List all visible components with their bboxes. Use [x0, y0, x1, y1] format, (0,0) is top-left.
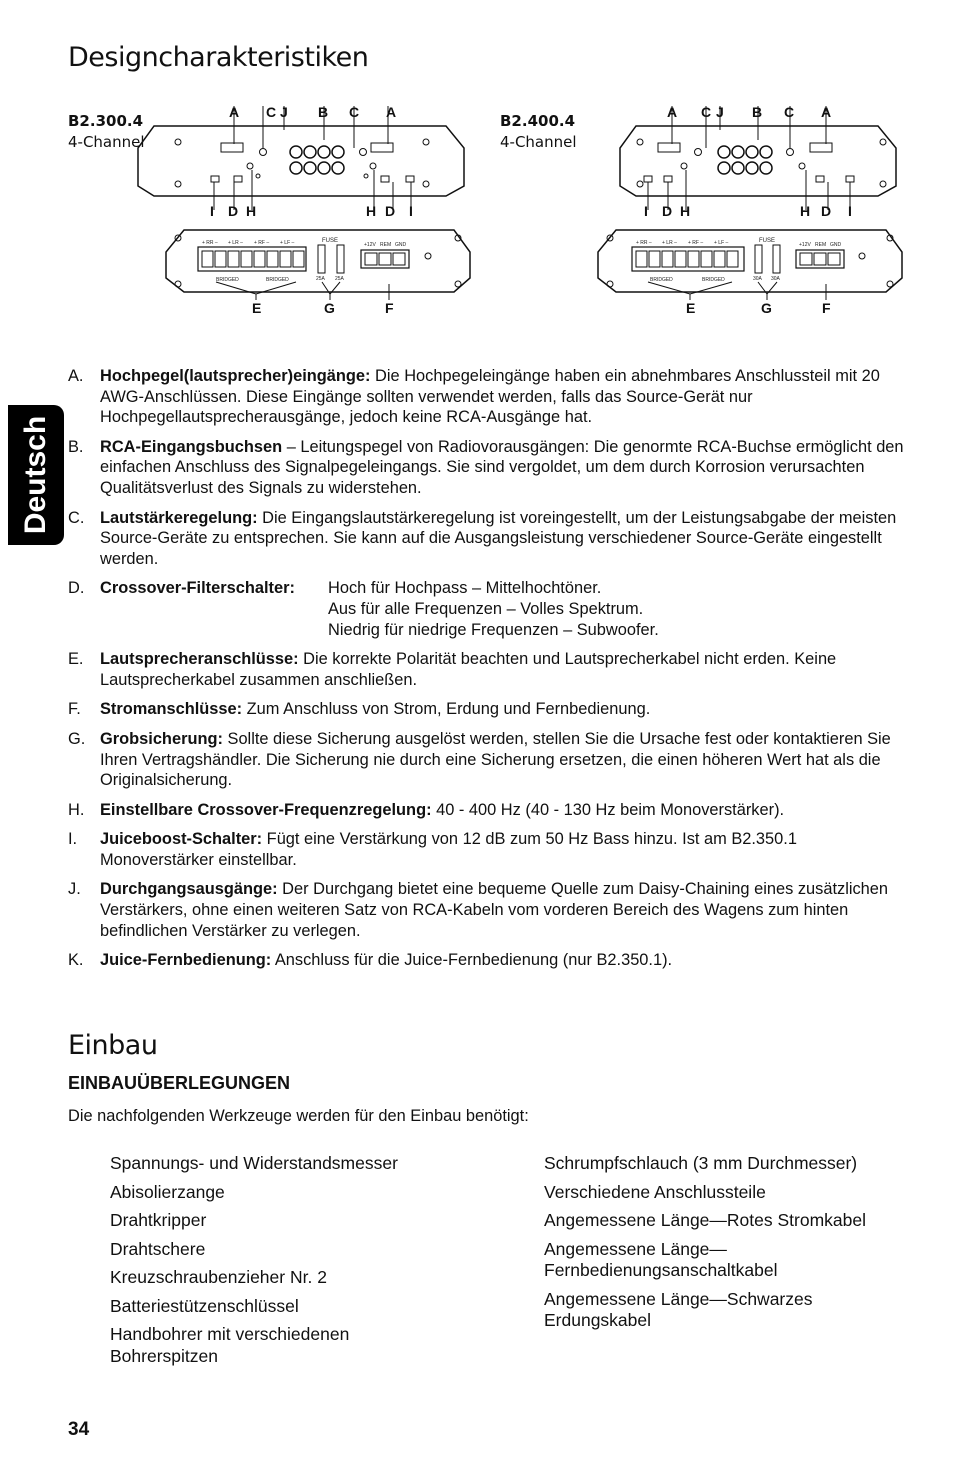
feature-letter: K. — [68, 951, 84, 970]
callout-g: G — [324, 300, 335, 316]
feature-term: Durchgangsausgänge: — [100, 880, 278, 899]
feature-term: Grobsicherung: — [100, 729, 223, 748]
callout-a-2: A — [821, 104, 832, 120]
callout-f: F — [822, 300, 831, 316]
feature-list — [68, 366, 914, 980]
callout-b: B — [318, 104, 329, 120]
callout-b: B — [752, 104, 763, 120]
subheading-installation: EINBAUÜBERLEGUNGEN — [68, 1073, 291, 1093]
callout-g: G — [761, 300, 772, 316]
feature-item-g — [68, 729, 914, 791]
feature-item-b — [68, 437, 914, 499]
speaker-label-rf: + RF – — [254, 240, 270, 246]
filter-line-high: Hoch für Hochpass – Mittelhochtöner. — [328, 579, 602, 598]
bridged-label-1: BRIDGED — [650, 277, 673, 283]
feature-item-d — [68, 578, 914, 640]
fuse-value-1: 25A — [316, 276, 325, 282]
feature-text: Sollte diese Sicherung ausgelöst werden, stellen Sie die Ursache fest oder kontaktieren Sie Ihren Vertragshändler. Die Sicherung nie durch eine Sicherung ersetzen, die einen höheren Wert hat als die Originalsicherung. — [100, 729, 891, 790]
feature-letter: H. — [68, 800, 85, 819]
feature-item-f — [68, 699, 914, 720]
tool-item: Spannungs- und Widerstandsmesser — [110, 1153, 398, 1173]
power-label-12v: +12V — [799, 242, 811, 248]
callout-h: H — [246, 203, 257, 219]
channel-label: 4-Channel — [68, 133, 145, 151]
callout-e: E — [686, 300, 696, 316]
tool-item: Kreuzschraubenzieher Nr. 2 — [110, 1267, 327, 1287]
feature-item-j — [68, 879, 914, 941]
language-tab-label: Deutsch — [19, 415, 52, 535]
feature-item-e — [68, 649, 914, 690]
callout-d: D — [662, 203, 673, 219]
feature-term: Einstellbare Crossover-Frequenzregelung: — [100, 800, 432, 819]
bridged-label-1: BRIDGED — [216, 277, 239, 283]
feature-term: Lautsprecheranschlüsse: — [100, 650, 299, 669]
callout-c-2: C — [349, 104, 360, 120]
callout-f: F — [385, 300, 394, 316]
feature-text: Die Hochpegeleingänge haben ein abnehmbares Anschlussteil mit 20 AWG-Anschlüssen. Diese Eingänge sollten verwendet werden, falls das Source-Gerät nur Hochpegellautsprecherausgänge, jedoch keine RCA-Ausgänge hat. — [100, 367, 880, 427]
model-name: B2.300.4 — [68, 112, 144, 130]
callout-d-2: D — [821, 203, 832, 219]
feature-item-h — [68, 800, 914, 821]
intro-text: Die nachfolgenden Werkzeuge werden für den Einbau benötigt: — [68, 1107, 529, 1125]
feature-item-a — [68, 366, 914, 428]
speaker-label-rr: + RR – — [202, 240, 218, 246]
callout-j: J — [280, 104, 288, 120]
callout-c-2: C — [784, 104, 795, 120]
callout-d: D — [228, 203, 239, 219]
callout-i: I — [210, 203, 214, 219]
feature-term: Stromanschlüsse: — [100, 700, 243, 719]
feature-text: Zum Anschluss von Strom, Erdung und Fernbedienung. — [242, 700, 651, 719]
feature-letter: B. — [68, 437, 84, 456]
tool-item: Angemessene Länge—Schwarzes Erdungskabel — [544, 1288, 813, 1330]
feature-text: Die Eingangslautstärkeregelung ist voreingestellt, um der Leistungsabgabe der meisten Source-Geräte zu entsprechen. Sie kann auf die Ausgangsleistung verschiedener Source-Geräte eingestellt werden. — [100, 508, 897, 568]
callout-h-2: H — [800, 203, 811, 219]
tool-item: Angemessene Länge—Rotes Stromkabel — [544, 1210, 866, 1230]
feature-letter: C. — [68, 508, 85, 527]
fuse-value-1: 30A — [753, 276, 762, 282]
feature-term: RCA-Eingangsbuchsen — [100, 437, 283, 456]
feature-text: Der Durchgang bietet eine bequeme Quelle zum Daisy-Chaining eines zusätzlichen Verstärkers, ohne einen weiteren Satz von RCA-Kabeln vom vorderen Bereich des Wagens zum hinten befindlichen Verstärker zu verlegen. — [100, 880, 889, 940]
amplifier-diagram-b2-300-4 — [66, 100, 496, 320]
feature-letter: A. — [68, 367, 84, 385]
tools-list-right — [544, 1153, 914, 1339]
power-label-gnd: GND — [830, 242, 842, 248]
feature-text: 40 - 400 Hz (40 - 130 Hz beim Monoverstärker). — [431, 800, 785, 819]
callout-a-2: A — [386, 104, 397, 120]
section-title-design: Designcharakteristiken — [68, 42, 369, 73]
feature-letter: I. — [68, 830, 78, 849]
fuse-label: FUSE — [759, 238, 776, 244]
power-label-rem: REM — [380, 242, 392, 248]
feature-letter: E. — [68, 650, 84, 669]
feature-letter: D. — [68, 579, 85, 598]
fuse-label: FUSE — [322, 238, 339, 244]
callout-e: E — [252, 300, 262, 316]
tool-item: Verschiedene Anschlussteile — [544, 1181, 766, 1202]
feature-term: Crossover-Filterschalter: — [100, 579, 295, 598]
tool-item: Schrumpfschlauch (3 mm Durchmesser) — [544, 1153, 858, 1173]
language-tab — [8, 405, 64, 545]
feature-text: Fügt eine Verstärkung von 12 dB zum 50 Hz Bass hinzu. Ist am B2.350.1 Monoverstärker einstellbar. — [100, 830, 797, 869]
channel-label: 4-Channel — [500, 133, 577, 151]
feature-letter: F. — [68, 700, 81, 719]
tools-list-left — [110, 1153, 460, 1374]
speaker-label-lr: + LR – — [228, 240, 243, 246]
tool-item: Handbohrer mit verschiedenen Bohrerspitzen — [110, 1324, 350, 1366]
callout-h: H — [680, 203, 691, 219]
bridged-label-2: BRIDGED — [702, 277, 725, 283]
callout-j: J — [716, 104, 724, 120]
page-number: 34 — [68, 1419, 90, 1440]
fuse-value-2: 30A — [771, 276, 780, 282]
feature-term: Hochpegel(lautsprecher)eingänge: — [100, 367, 371, 385]
fuse-value-2: 25A — [335, 276, 344, 282]
power-label-gnd: GND — [395, 242, 407, 248]
feature-text: Die korrekte Polarität beachten und Lautsprecherkabel nicht erden. Keine Lautsprecherkabel zusammen anschließen. — [100, 650, 837, 689]
bridged-label-2: BRIDGED — [266, 277, 289, 283]
feature-item-c — [68, 508, 914, 570]
feature-term: Juice-Fernbedienung: — [100, 951, 272, 970]
model-name: B2.400.4 — [500, 112, 576, 130]
tool-item: Batteriestützenschlüssel — [110, 1295, 299, 1316]
feature-letter: J. — [68, 880, 81, 899]
amplifier-diagram-b2-400-4 — [498, 100, 928, 320]
tool-item: Angemessene Länge—Fernbedienungsanschaltkabel — [544, 1238, 778, 1280]
feature-text: Anschluss für die Juice-Fernbedienung (nur B2.350.1). — [271, 951, 673, 970]
section-title-einbau: Einbau — [68, 1030, 158, 1061]
speaker-label-lr: + LR – — [662, 240, 677, 246]
feature-letter: G. — [68, 729, 86, 748]
tool-item: Abisolierzange — [110, 1181, 225, 1202]
feature-item-i — [68, 829, 914, 870]
speaker-label-rr: + RR – — [636, 240, 652, 246]
power-label-12v: +12V — [364, 242, 376, 248]
feature-term: Juiceboost-Schalter: — [100, 830, 263, 849]
callout-d-2: D — [385, 203, 396, 219]
callout-c: C — [266, 104, 277, 120]
callout-a: A — [667, 104, 678, 120]
speaker-label-lf: + LF – — [714, 240, 729, 246]
speaker-label-rf: + RF – — [688, 240, 704, 246]
feature-item-k — [68, 950, 914, 971]
feature-text: – Leitungspegel von Radiovorausgängen: Die genormte RCA-Buchse ermöglicht den einfachen Anschluss des Signalpegeleingangs. Sie sind vergoldet, um dem durch Korrosion verursachten Qualitätsverlust des Signals zu widerstehen. — [100, 437, 904, 497]
callout-i-2: I — [409, 203, 413, 219]
filter-line-low: Niedrig für niedrige Frequenzen – Subwoofer. — [328, 620, 659, 639]
tool-item: Drahtkripper — [110, 1210, 207, 1230]
callout-h-2: H — [366, 203, 377, 219]
feature-term: Lautstärkeregelung: — [100, 508, 258, 527]
callout-a: A — [229, 104, 240, 120]
tool-item: Drahtschere — [110, 1238, 206, 1259]
filter-line-off: Aus für alle Frequenzen – Volles Spektrum. — [328, 599, 644, 618]
callout-c: C — [701, 104, 712, 120]
callout-i: I — [644, 203, 648, 219]
power-label-rem: REM — [815, 242, 827, 248]
speaker-label-lf: + LF – — [280, 240, 295, 246]
callout-i-2: I — [848, 203, 852, 219]
